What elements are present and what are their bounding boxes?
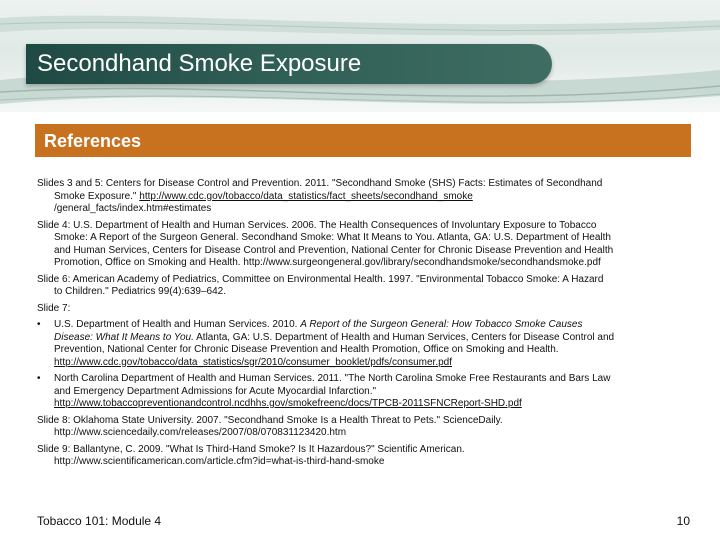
reference-slides-3-5: Slides 3 and 5: Centers for Disease Control and Prevention. 2011. "Secondhand Smoke (SHS) Facts: Estimates of Secondhand Smoke Exposure." http://www.cdc.gov/tobacco/data_statistics/fact_sheets/secondhand_smoke /general_facts/index.htm#estimates [37, 178, 603, 214]
reference-slide-7-bullet-1: • U.S. Department of Health and Human Services. 2010. A Report of the Surgeon General: How Tobacco Smoke Causes Disease: What It Means to You. Atlanta, GA: U.S. Department of Health and Human Services, Centers for Disease Control and Prevention, National Center for Chronic Disease Prevention and Health Promotion, Office on Smoking and Health. http://www.cdc.gov/tobacco/data_statistics/sgr/2010/consumer_booklet/pdfs/consumer.pdf [37, 319, 615, 368]
reference-slide-8: Slide 8: Oklahoma State University. 2007. "Secondhand Smoke Is a Health Threat to Pets." ScienceDaily. http://www.sciencedaily.com/releases/2007/08/070831123420.htm [37, 414, 503, 438]
footer-module-label: Tobacco 101: Module 4 [37, 514, 162, 528]
section-heading: References [44, 131, 142, 151]
reference-link[interactable]: http://www.tobaccopreventionandcontrol.ncdhhs.gov/smokefreenc/docs/TPCB-2011SFNCReport-SHD.pdf [54, 398, 522, 409]
reference-slide-7-label: Slide 7: [37, 302, 71, 314]
reference-slide-4: Slide 4: U.S. Department of Health and Human Services. 2006. The Health Consequences of Involuntary Exposure to Tobacco Smoke: A Report of the Surgeon General. Secondhand Smoke: What It Means to You. Atlanta, GA: U.S. Department of Health and Human Services, Centers for Disease Control and Prevention, National Center for Chronic Disease Prevention and Health Promotion, Office on Smoking and Health. http://www.surgeongeneral.gov/library/secondhandsmoke/secondhandsmoke.pdf [37, 219, 614, 268]
bullet-icon: • [37, 319, 41, 330]
reference-link[interactable]: http://www.cdc.gov/tobacco/data_statistics/fact_sheets/secondhand_smoke [139, 190, 473, 202]
reference-slide-9: Slide 9: Ballantyne, C. 2009. "What Is Third-Hand Smoke? Is It Hazardous?" Scientific American. http://www.scientificamerican.com/article.cfm?id=what-is-third-hand-smoke [37, 443, 465, 467]
bullet-icon: • [37, 373, 41, 384]
reference-slide-7-bullet-2: • North Carolina Department of Health and Human Services. 2011. "The North Carolina Smoke Free Restaurants and Bars Law and Emergency Department Admissions for Acute Myocardial Infarction." http://www.tobaccopreventionandcontrol.ncdhhs.gov/smokefreenc/docs/TPCB-2011SFNCReport-SHD.pdf [37, 373, 611, 409]
reference-slide-6: Slide 6: American Academy of Pediatrics, Committee on Environmental Health. 1997. "Environmental Tobacco Smoke: A Hazard to Children." Pediatrics 99(4):639–642. [37, 273, 604, 297]
references-list [37, 178, 677, 473]
page-title: Secondhand Smoke Exposure [37, 50, 362, 77]
page-number: 10 [676, 514, 690, 528]
reference-link[interactable]: http://www.cdc.gov/tobacco/data_statistics/sgr/2010/consumer_booklet/pdfs/consumer.pdf [54, 356, 452, 368]
